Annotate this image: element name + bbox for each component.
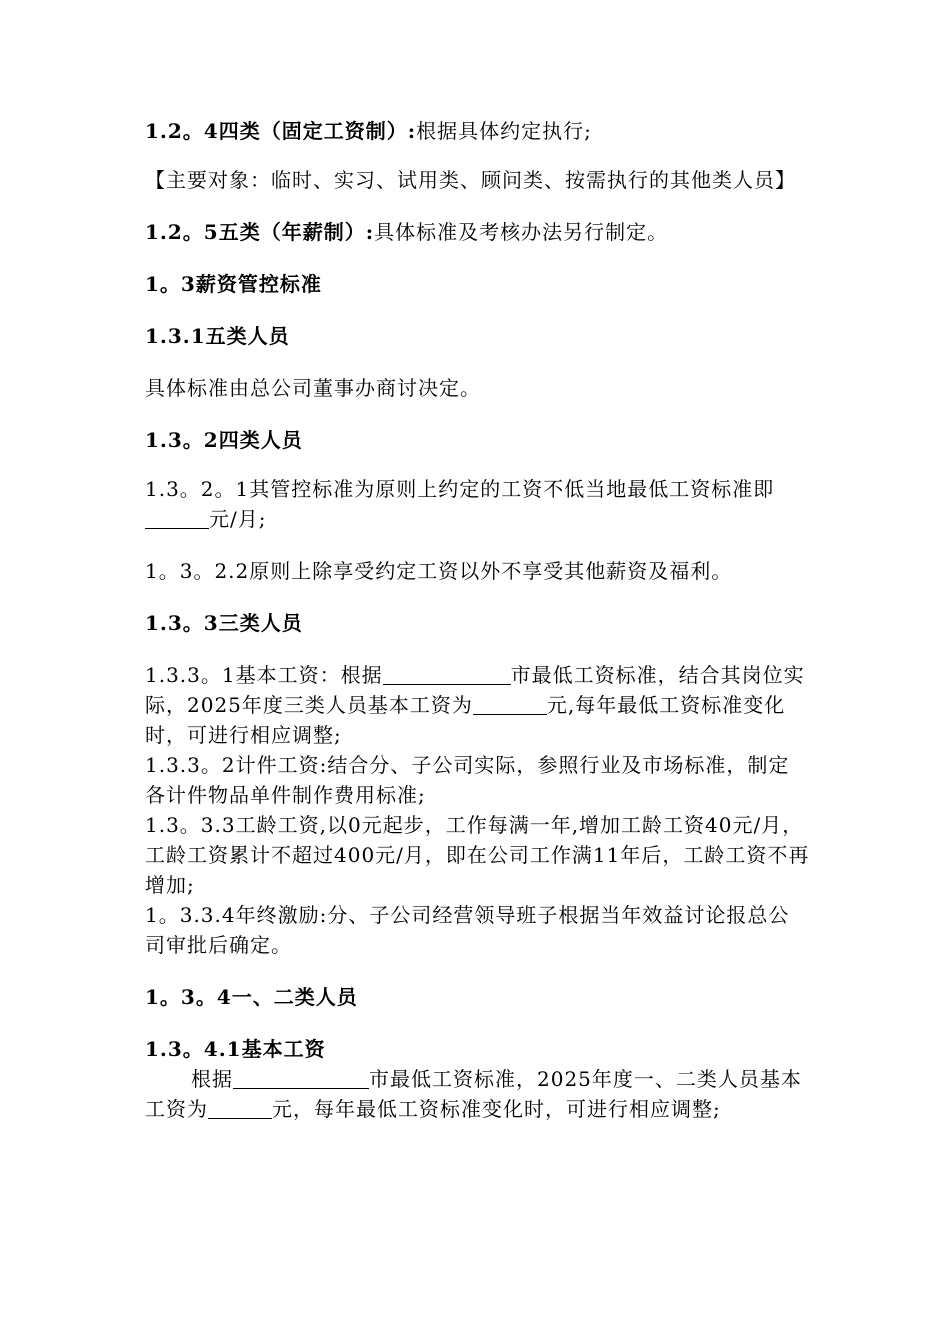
para-1-3-4-1-b: 市最低工资标准，2025年度一、二类人员基本工资为 [145,1067,802,1121]
heading-1-3-2: 1.3。2四类人员 [145,428,303,452]
para-1-2-5 [145,217,810,247]
para-1-3-3-1-c: 元,每年最低工资标准变化时，可进行相应调整; [145,693,786,747]
para-1-3-2-2: 1。3。2.2原则上除享受约定工资以外不享受其他薪资及福利。 [145,559,733,583]
para-1-3-2-1-text: 1.3。2。1其管控标准为原则上约定的工资不低当地最低工资标准即 [145,477,775,501]
para-1-2-4-text: 根据具体约定执行; [416,119,592,143]
para-1-3-3-1-a: 1.3.3。1基本工资：根据 [145,663,383,687]
main-targets-note: 【主要对象：临时、实习、试用类、顾问类、按需执行的其他类人员】 [145,168,796,192]
para-1-3-4-1-c: 元，每年最低工资标准变化时，可进行相应调整; [272,1097,721,1121]
para-1-3-3-2: 1.3.3。2计件工资:结合分、子公司实际，参照行业及市场标准，制定各计件物品单件制作费用标准; [145,753,790,807]
para-1-3-4-1 [145,1064,810,1124]
fill-blank [383,662,511,685]
para-1-3-3-1 [145,660,810,750]
para-1-2-5-text: 具体标准及考核办法另行制定。 [374,220,669,244]
document-body [145,116,810,1124]
heading-1-3-1: 1.3.1五类人员 [145,324,290,348]
para-1-3-3-3: 1.3。3.3工龄工资,以0元起步，工作每满一年,增加工龄工资40元/月，工龄工资累计不超过400元/月，即在公司工作满11年后，工龄工资不再增加; [145,813,810,897]
heading-1-3-3: 1.3。3三类人员 [145,611,303,635]
para-1-2-5-heading: 1.2。5五类（年薪制）: [145,220,375,244]
fill-blank [233,1066,369,1089]
para-1-3-2-1 [145,474,810,534]
para-1-3-3-4: 1。3.3.4年终激励:分、子公司经营领导班子根据当年效益讨论报总公司审批后确定。 [145,903,790,957]
fill-blank [208,1096,272,1119]
fill-blank [473,692,547,715]
para-1-2-4 [145,116,810,146]
para-1-2-4-heading: 1.2。4四类（固定工资制）: [145,119,417,143]
para-1-3-1: 具体标准由总公司董事办商讨决定。 [145,376,481,400]
heading-1-3-4-1: 1.3。4.1基本工资 [145,1037,326,1061]
para-1-3-3-1-b: 市最低工资标准，结合其岗位实际，2025年度三类人员基本工资为 [145,663,805,717]
fill-blank [145,506,209,529]
heading-1-3-4: 1。3。4一、二类人员 [145,985,358,1009]
heading-1-3: 1。3薪资管控标准 [145,272,322,296]
para-1-3-2-1-unit: 元/月; [209,507,267,531]
para-1-3-4-1-a: 根据 [191,1067,233,1091]
